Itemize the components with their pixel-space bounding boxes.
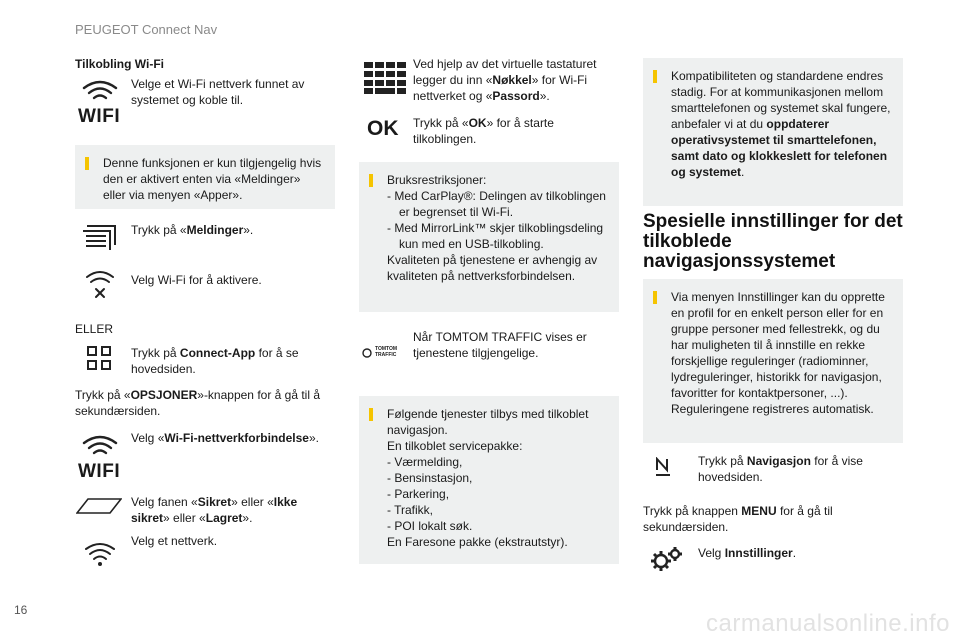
ok-icon: OK [367, 117, 399, 140]
info-marker-icon [369, 174, 373, 187]
info-marker-icon [85, 157, 89, 170]
apps-grid-icon [87, 346, 111, 375]
restrictions-list: Bruksrestriksjoner: - Med CarPlay®: Delingen av tilkoblingen er begrenset til Wi-Fi. - Med MirrorLink™ skjer tilkoblingsdeling kun med en USB-tilkobling. Kvaliteten på tjenestene er avhengig av kvaliteten på nettverksforbindelsen. [387, 173, 606, 283]
select-network-step: Velg et nettverk. [131, 534, 218, 548]
info-marker-icon [369, 408, 373, 421]
wifi-icon: WIFI [78, 434, 122, 480]
tomtom-text: Når TOMTOM TRAFFIC vises er tjenestene tilgjengelige. [413, 330, 587, 360]
page-number: 16 [14, 603, 28, 617]
wifi-connection-step: Velg «Wi-Fi-nettverkforbindelse». [131, 431, 319, 445]
navigation-step: Trykk på Navigasjon for å vise hovedsiden. [698, 454, 863, 484]
keyboard-step: Ved hjelp av det virtuelle tastaturet legger du inn «Nøkkel» for Wi-Fi nettverket og «Passord». [413, 57, 597, 103]
compatibility-note: Kompatibiliteten og standardene endres stadig. For at kommunikasjonen mellom smarttelefonen og systemet skal fungere, anbefaler vi at du oppdaterer operativsystemet til smarttelefonen, samt dato og klokkeslett for telefonen og systemet. [643, 58, 903, 206]
services-note [359, 396, 619, 564]
wifi-signal-icon [84, 540, 116, 573]
tab-selector-icon [76, 497, 122, 520]
or-label: ELLER [75, 322, 114, 336]
wifi-activate-step: Velg Wi-Fi for å aktivere. [131, 273, 262, 287]
options-step: Trykk på «OPSJONER»-knappen for å gå til å sekundærsiden. [75, 388, 321, 418]
menu-step: Trykk på knappen MENU for å gå til sekundærsiden. [643, 504, 833, 534]
section-heading: Tilkobling Wi-Fi [75, 57, 164, 71]
settings-step: Velg Innstillinger. [698, 546, 797, 560]
section-title: Spesielle innstillinger for det tilkoblede navigasjonssystemet [643, 211, 903, 272]
info-marker-icon [653, 70, 657, 83]
info-note: Denne funksjonen er kun tilgjengelig hvis den er aktivert enten via «Meldinger» eller via menyen «Apper». [75, 145, 335, 209]
navigation-icon [655, 457, 671, 482]
settings-gears-icon [649, 545, 685, 580]
manual-header: PEUGEOT Connect Nav [75, 22, 218, 37]
keyboard-icon [364, 62, 406, 99]
settings-note: Via menyen Innstillinger kan du opprette en profil for en enkelt person eller for en gruppe personer med fellestrekk, og du har muligheten til å innstille en rekke forskjellige reguleringer (radiominner, lydreguleringer, historikk for navigasjon, favoritter for kontaktpersoner, ...). Reguleringene registreres automatisk. [643, 279, 903, 443]
wifi-icon: WIFI [78, 79, 122, 125]
tab-select-step: Velg fanen «Sikret» eller «Ikke sikret» eller «Lagret». [131, 495, 298, 525]
services-list: Følgende tjenester tilbys med tilkoblet navigasjon. En tilkoblet servicepakke: - Værmelding, - Bensinstasjon, - Parkering, - Trafikk, - POI lokalt søk. En Faresone pakke (ekstrautstyr). [387, 407, 589, 549]
messages-icon [82, 225, 116, 256]
connect-app-step: Trykk på Connect-App for å se hovedsiden. [131, 346, 299, 376]
messages-step: Trykk på «Meldinger». [131, 223, 254, 237]
info-marker-icon [653, 291, 657, 304]
restrictions-note [359, 162, 619, 312]
wifi-select-text: Velge et Wi-Fi nettverk funnet av systemet og koble til. [131, 77, 305, 107]
watermark: carmanualsonline.info [706, 610, 950, 637]
ok-step: Trykk på «OK» for å starte tilkoblingen. [413, 116, 554, 146]
tomtom-traffic-icon: TOMTOM TRAFFIC [362, 346, 406, 358]
wifi-off-icon [84, 269, 116, 306]
